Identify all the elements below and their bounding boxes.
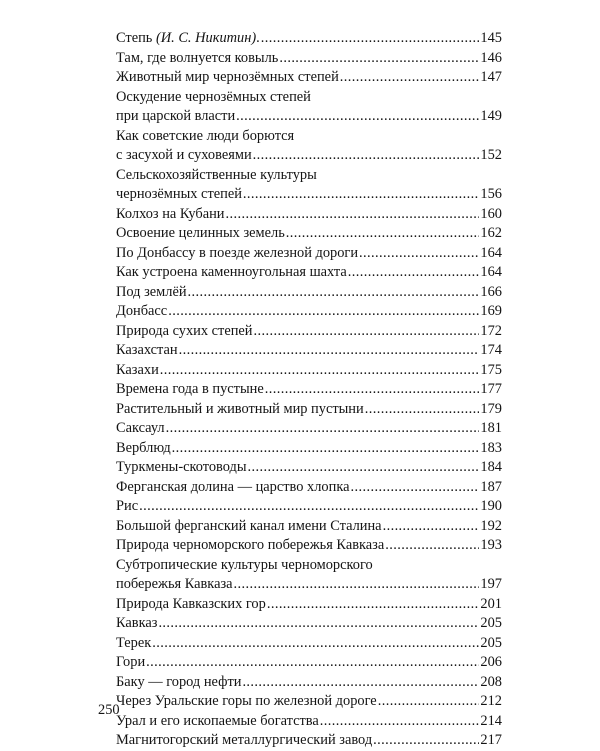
dot-leader bbox=[320, 712, 480, 732]
toc-entry-title: Колхоз на Кубани bbox=[116, 205, 225, 222]
dot-leader bbox=[242, 673, 479, 693]
dot-leader bbox=[383, 517, 480, 537]
toc-entry-page: 146 bbox=[480, 49, 502, 66]
toc-entry-page: 152 bbox=[480, 147, 502, 163]
dot-leader bbox=[243, 185, 479, 205]
dot-leader bbox=[236, 107, 479, 127]
toc-entry-title: Растительный и животный мир пустыни bbox=[116, 400, 364, 417]
toc-entry-title: Ферганская долина — царство хлопка bbox=[116, 478, 350, 495]
toc-entry bbox=[116, 458, 502, 478]
toc-entry-title: Освоение целинных земель bbox=[116, 225, 285, 241]
dot-leader bbox=[286, 224, 480, 244]
toc-entry-page: 206 bbox=[480, 654, 502, 670]
toc-entry-title: Кавказ bbox=[116, 615, 158, 631]
toc-entry bbox=[116, 244, 502, 264]
toc-entry bbox=[116, 341, 502, 361]
toc-entry bbox=[116, 556, 502, 595]
toc-entry bbox=[116, 68, 502, 88]
toc-entry-page: 172 bbox=[480, 322, 502, 339]
toc-entry-title: Под землёй bbox=[116, 283, 187, 300]
dot-leader bbox=[248, 458, 480, 478]
toc-entry-author: (И. С. Никитин) bbox=[155, 30, 257, 46]
toc-entry bbox=[116, 263, 502, 283]
dot-leader bbox=[152, 634, 479, 654]
toc-entry-title: Природа сухих степей bbox=[116, 322, 253, 339]
toc-entry-title: с засухой и суховеями bbox=[116, 147, 252, 163]
dot-leader bbox=[179, 341, 480, 361]
toc-entry-title-line: Субтропические культуры черноморского bbox=[116, 556, 373, 573]
dot-leader bbox=[359, 244, 479, 264]
dot-leader bbox=[350, 478, 479, 498]
toc-entry-title: побережья Кавказа bbox=[116, 576, 233, 592]
dot-leader bbox=[340, 68, 480, 88]
toc-entry bbox=[116, 439, 502, 459]
dot-leader bbox=[348, 263, 480, 283]
toc-entry-title: Степь bbox=[116, 30, 156, 46]
table-of-contents bbox=[116, 29, 502, 751]
toc-entry-title: Природа Кавказских гор bbox=[116, 595, 266, 612]
toc-entry bbox=[116, 497, 502, 517]
dot-leader bbox=[158, 614, 479, 634]
toc-entry-page: 190 bbox=[480, 498, 502, 514]
toc-entry-page: 174 bbox=[480, 342, 502, 358]
toc-entry bbox=[116, 283, 502, 303]
dot-leader bbox=[226, 205, 480, 225]
dot-leader bbox=[139, 497, 479, 517]
toc-entry-page: 149 bbox=[480, 108, 502, 124]
dot-leader bbox=[365, 400, 480, 420]
toc-entry-page: 177 bbox=[480, 381, 502, 397]
toc-entry-page: 214 bbox=[480, 712, 502, 729]
toc-entry-page: 156 bbox=[480, 186, 502, 202]
toc-entry-page: 201 bbox=[480, 595, 502, 612]
toc-entry-title: Баку — город нефти bbox=[116, 673, 242, 690]
toc-entry-page: 145 bbox=[480, 30, 502, 46]
toc-entry-page: 217 bbox=[480, 732, 502, 748]
dot-leader bbox=[168, 302, 479, 322]
toc-entry bbox=[116, 419, 502, 439]
toc-entry-title: Как устроена каменноугольная шахта bbox=[116, 264, 347, 280]
dot-leader bbox=[385, 536, 479, 556]
dot-leader bbox=[373, 731, 479, 751]
toc-entry-page: 162 bbox=[480, 225, 502, 241]
toc-entry-page: 193 bbox=[480, 537, 502, 553]
toc-entry-title: Туркмены-скотоводы bbox=[116, 459, 247, 475]
toc-entry bbox=[116, 517, 502, 537]
toc-entry-page: 205 bbox=[480, 615, 502, 631]
toc-entry-title: чернозёмных степей bbox=[116, 186, 242, 202]
toc-entry-title: Рис bbox=[116, 498, 139, 514]
toc-entry-page: 208 bbox=[480, 673, 502, 690]
toc-entry bbox=[116, 536, 502, 556]
toc-entry-title: Верблюд bbox=[116, 439, 171, 456]
toc-entry-title: Там, где волнуется ковыль bbox=[116, 49, 279, 66]
toc-entry-suffix: . bbox=[256, 30, 260, 46]
toc-entry bbox=[116, 400, 502, 420]
toc-entry-title: Казахи bbox=[116, 361, 159, 378]
toc-entry bbox=[116, 224, 502, 244]
toc-entry bbox=[116, 88, 502, 127]
toc-entry bbox=[116, 322, 502, 342]
toc-entry-page: 205 bbox=[480, 634, 502, 651]
toc-entry-title: Большой ферганский канал имени Сталина bbox=[116, 517, 382, 534]
toc-entry-title: Животный мир чернозёмных степей bbox=[116, 69, 339, 85]
toc-entry bbox=[116, 653, 502, 673]
dot-leader bbox=[172, 439, 480, 459]
toc-entry-page: 197 bbox=[480, 576, 502, 592]
toc-entry-title-line: Оскудение чернозёмных степей bbox=[116, 88, 311, 105]
dot-leader bbox=[146, 653, 479, 673]
toc-entry-page: 169 bbox=[480, 303, 502, 319]
toc-entry bbox=[116, 595, 502, 615]
toc-entry bbox=[116, 380, 502, 400]
dot-leader bbox=[267, 595, 480, 615]
dot-leader bbox=[254, 322, 480, 342]
dot-leader bbox=[234, 575, 480, 595]
toc-entry bbox=[116, 166, 502, 205]
toc-entry bbox=[116, 302, 502, 322]
toc-entry-page: 192 bbox=[480, 517, 502, 534]
toc-entry bbox=[116, 712, 502, 732]
toc-entry bbox=[116, 614, 502, 634]
toc-entry-title: Казахстан bbox=[116, 342, 178, 358]
toc-entry-title: Времена года в пустыне bbox=[116, 381, 264, 397]
toc-entry-title: Донбасс bbox=[116, 303, 168, 319]
toc-entry-page: 187 bbox=[480, 478, 502, 495]
dot-leader bbox=[378, 692, 480, 712]
toc-entry-title: Через Уральские горы по железной дороге bbox=[116, 693, 377, 709]
toc-entry bbox=[116, 634, 502, 654]
toc-entry-page: 212 bbox=[480, 693, 502, 709]
toc-entry bbox=[116, 29, 502, 49]
toc-entry bbox=[116, 478, 502, 498]
dot-leader bbox=[253, 146, 480, 166]
toc-entry-page: 179 bbox=[480, 400, 502, 417]
toc-entry bbox=[116, 731, 502, 751]
toc-entry-page: 181 bbox=[480, 420, 502, 436]
toc-entry-page: 164 bbox=[480, 264, 502, 280]
dot-leader bbox=[279, 49, 479, 69]
toc-entry bbox=[116, 127, 502, 166]
toc-entry-title: при царской власти bbox=[116, 108, 236, 124]
toc-entry-page: 184 bbox=[480, 459, 502, 475]
page-number-footer: 250 bbox=[98, 702, 120, 718]
toc-entry-page: 166 bbox=[480, 283, 502, 300]
toc-entry-page: 147 bbox=[480, 69, 502, 85]
toc-entry-page: 175 bbox=[480, 361, 502, 378]
dot-leader bbox=[261, 29, 480, 49]
toc-entry-title: Гори bbox=[116, 654, 146, 670]
toc-entry-title: По Донбассу в поезде железной дороги bbox=[116, 244, 359, 261]
toc-entry-title: Терек bbox=[116, 634, 152, 651]
dot-leader bbox=[160, 361, 480, 381]
toc-entry-title: Природа черноморского побережья Кавказа bbox=[116, 537, 385, 553]
toc-entry-page: 160 bbox=[480, 205, 502, 222]
toc-entry bbox=[116, 673, 502, 693]
toc-entry-title-line: Сельскохозяйственные культуры bbox=[116, 166, 317, 183]
toc-entry bbox=[116, 49, 502, 69]
dot-leader bbox=[188, 283, 480, 303]
toc-entry-page: 183 bbox=[480, 439, 502, 456]
toc-entry-title: Саксаул bbox=[116, 420, 165, 436]
toc-entry bbox=[116, 692, 502, 712]
toc-entry-title: Магнитогорский металлургический завод bbox=[116, 732, 373, 748]
toc-entry bbox=[116, 361, 502, 381]
dot-leader bbox=[265, 380, 480, 400]
toc-entry-page: 164 bbox=[480, 244, 502, 261]
toc-entry-title-line: Как советские люди борются bbox=[116, 127, 295, 144]
dot-leader bbox=[166, 419, 480, 439]
toc-entry bbox=[116, 205, 502, 225]
toc-entry-title: Урал и его ископаемые богатства bbox=[116, 712, 319, 729]
